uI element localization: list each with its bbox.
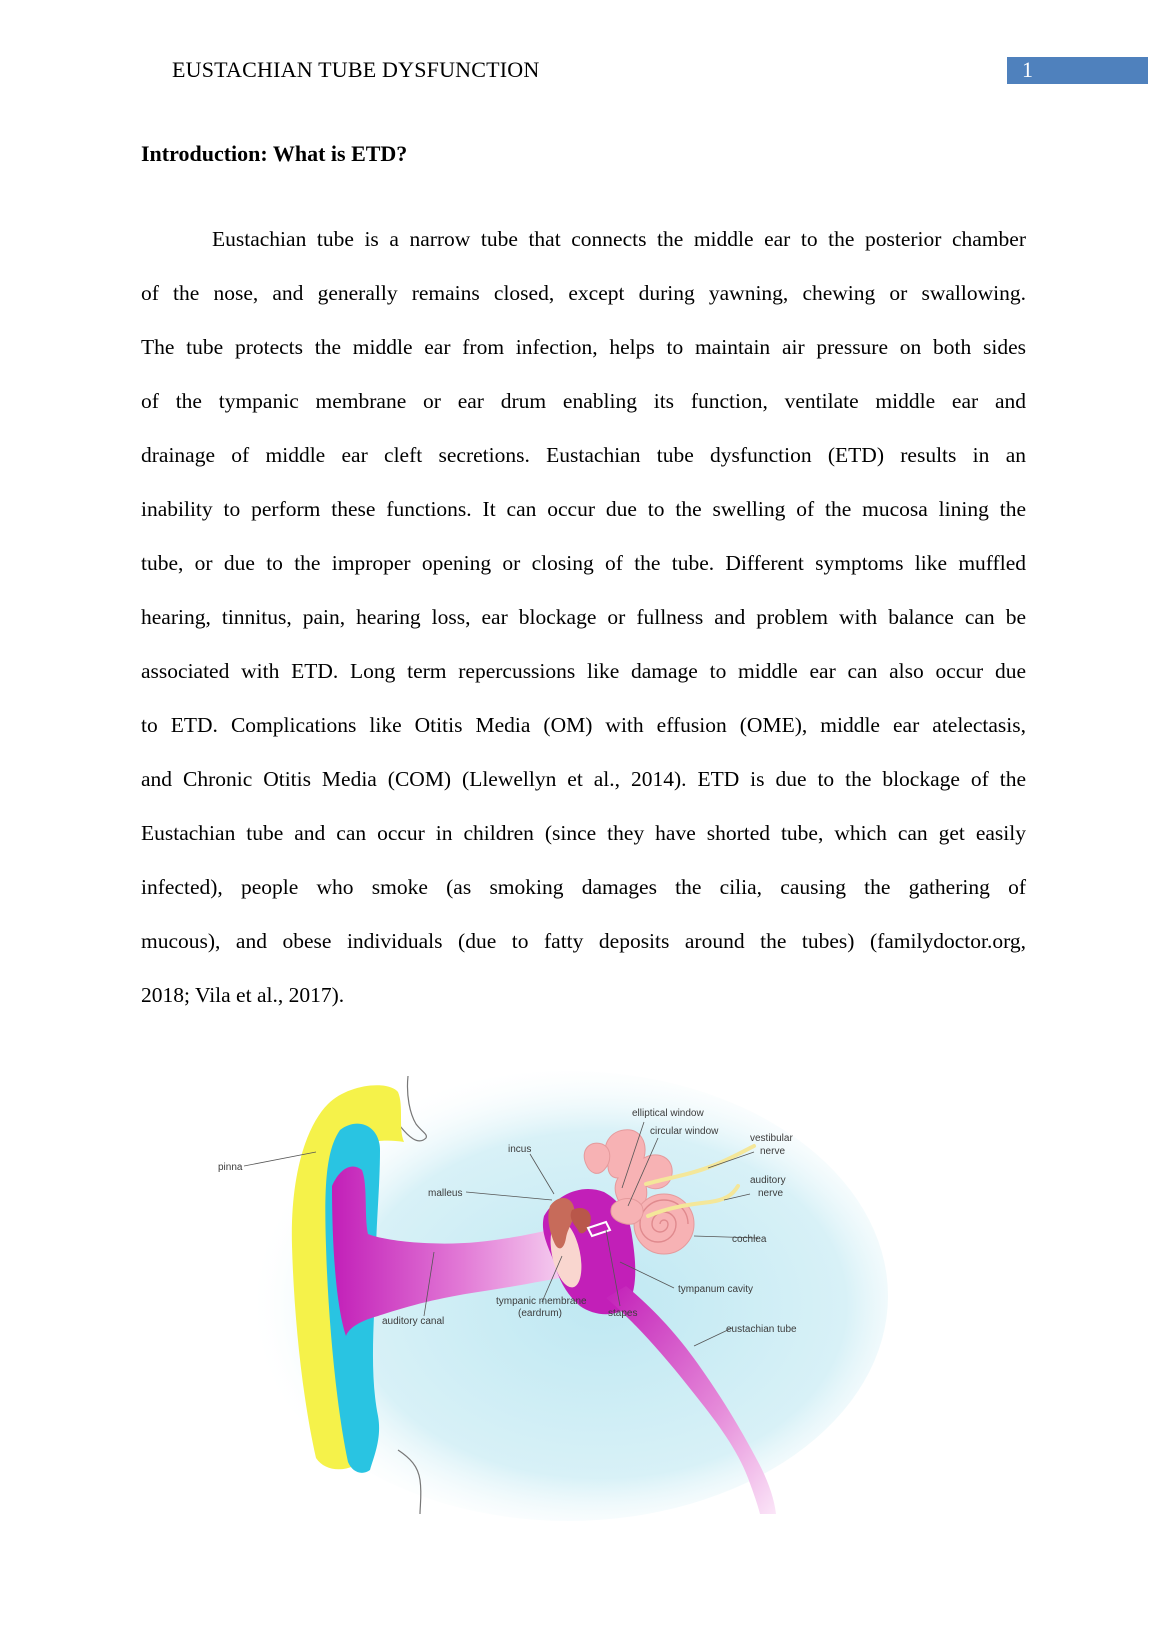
paragraph-line: to ETD. Complications like Otitis Media (OM) with effusion (OME), middle ear atelectasis, — [141, 713, 1026, 737]
label-vestibular-nerve: vestibular — [750, 1133, 793, 1144]
label-pinna: pinna — [218, 1162, 243, 1173]
label-cochlea: cochlea — [732, 1234, 767, 1245]
label-malleus: malleus — [428, 1188, 463, 1199]
label-auditory-nerve: nerve — [758, 1188, 784, 1199]
paragraph-line: hearing, tinnitus, pain, hearing loss, ear blockage or fullness and problem with balance can be — [141, 605, 1026, 629]
paragraph-line: Eustachian tube and can occur in children (since they have shorted tube, which can get easily — [141, 821, 1026, 845]
paragraph-line: tube, or due to the improper opening or closing of the tube. Different symptoms like muffled — [141, 551, 1026, 575]
label-auditory-nerve: auditory — [750, 1175, 786, 1186]
label-stapes: stapes — [608, 1308, 638, 1319]
running-head: EUSTACHIAN TUBE DYSFUNCTION — [172, 57, 540, 82]
label-tympanic-membrane: (eardrum) — [518, 1308, 562, 1319]
paragraph-line: inability to perform these functions. It can occur due to the swelling of the mucosa lining the — [141, 497, 1026, 521]
vestibule-shape — [611, 1199, 643, 1225]
paragraph-line: of the nose, and generally remains closed, except during yawning, chewing or swallowing. — [141, 281, 1026, 305]
body-paragraph — [141, 212, 1026, 1022]
ear-diagram — [218, 1066, 868, 1514]
label-vestibular-nerve: nerve — [760, 1146, 786, 1157]
cochlea-shape — [634, 1194, 694, 1254]
label-circular-window: circular window — [650, 1126, 719, 1137]
paragraph-line: infected), people who smoke (as smoking damages the cilia, causing the gathering of — [141, 875, 1026, 899]
paragraph-line: of the tympanic membrane or ear drum enabling its function, ventilate middle ear and — [141, 389, 1026, 413]
ear-anatomy-figure — [218, 1066, 868, 1514]
page-number: 1 — [1022, 57, 1033, 82]
paragraph-line: and Chronic Otitis Media (COM) (Llewellyn et al., 2014). ETD is due to the blockage of the — [141, 767, 1026, 791]
label-incus: incus — [508, 1144, 532, 1155]
label-tympanum-cavity: tympanum cavity — [678, 1284, 754, 1295]
label-tympanic-membrane: tympanic membrane — [496, 1296, 587, 1307]
paragraph-line: 2018; Vila et al., 2017). — [141, 983, 345, 1007]
label-auditory-canal: auditory canal — [382, 1316, 445, 1327]
label-elliptical-window: elliptical window — [632, 1108, 704, 1119]
section-heading: Introduction: What is ETD? — [141, 141, 408, 166]
label-eustachian-tube: eustachian tube — [726, 1324, 797, 1335]
paragraph-line: drainage of middle ear cleft secretions. Eustachian tube dysfunction (ETD) results in an — [141, 443, 1026, 467]
paragraph-line: The tube protects the middle ear from infection, helps to maintain air pressure on both sides — [141, 335, 1026, 359]
paragraph-line: associated with ETD. Long term repercussions like damage to middle ear can also occur due — [141, 659, 1026, 683]
paragraph-line: Eustachian tube is a narrow tube that connects the middle ear to the posterior chamber — [212, 227, 1026, 251]
paragraph-line: mucous), and obese individuals (due to fatty deposits around the tubes) (familydoctor.org, — [141, 929, 1026, 953]
